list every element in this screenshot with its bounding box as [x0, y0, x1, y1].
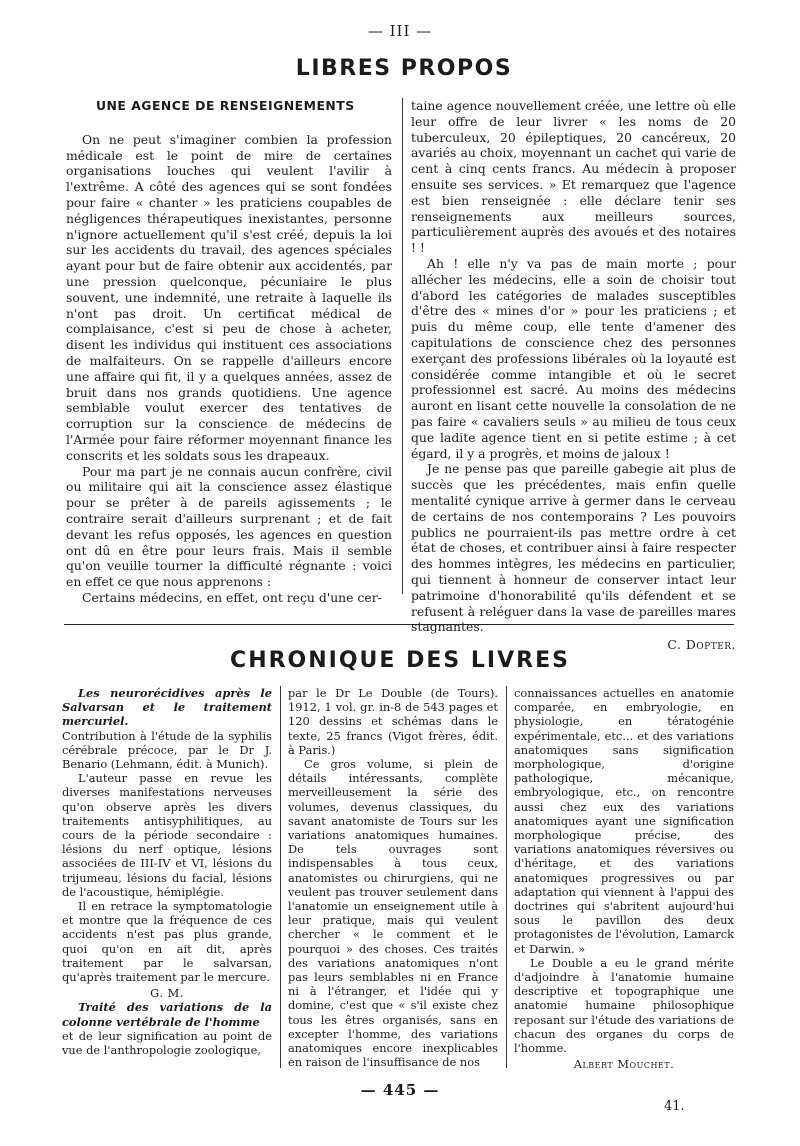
article-paragraph: On ne peut s'imaginer combien la profession médicale est le point de mire de certaines organisations louches qui veulent l'avilir à l'extrême. A côté des agences qui se sont fondées pour faire « chanter » les praticiens coupables de négligences thérapeutiques inexistantes, personne n'ignore actuellement qu'il s'est créé, depuis la loi sur les accidents du travail, des agences spéciales ayant pour but de faire obtenir aux accidentés, par une pression quelconque, pécuniaire le plus souvent, une indemnité, une retraite à laquelle ils n'ont pas droit. Un certificat médical de complaisance, c'est si peu de chose à acheter, disent les individus qui instituent ces associations de malfaiteurs. On se rappelle d'ailleurs encore une affaire qui fit, il y a quelques années, assez de bruit dans nos grands quotidiens. Une agence semblable voulut exercer des tentatives de corruption sur la conscience de médecins de l'Armée pour faire réformer moyennant finance les conscrits et les soldats sous les drapeaux. [66, 131, 392, 463]
article-paragraph: Ah ! elle n'y va pas de main morte ; pour allécher les médecins, elle a soin de choisir tout d'abord les catégories de malades susceptibles d'être des « mines d'or » pour les praticiens ; et puis du même coup, elle tente d'amener des capitulations de conscience chez des personnes exerçant des professions libérales où la loyauté est considérée comme intangible et où le secret professionnel est sacré. Au moins des médecins auront en lisant cette nouvelle la consolation de ne pas faire « cavaliers seuls » au milieu de tous ceux que ladite agence tient en si petite estime ; à cet égard, il y a progrès, et moins de jaloux ! [411, 255, 736, 461]
article-paragraph: Certains médecins, en effet, ont reçu d'une cer- [82, 589, 382, 605]
column-rule [506, 686, 507, 1068]
review-paragraph: Il en retrace la symptomatologie et montre que la fréquence de ces accidents n'est pas plus grande, quoi qu'on en ait dit, après traitement par le salvarsan, qu'après traitement par le mercure. [62, 899, 272, 985]
chronique-column-1 [62, 686, 272, 1057]
book-reference: par le Dr Le Double (de Tours). 1912, 1 vol. gr. in-8 de 543 pages et 120 dessins et schémas dans le texte, 25 francs (Vigot frères, édit. à Paris.) [288, 686, 498, 757]
article-paragraph: taine agence nouvellement créée, une lettre où elle leur offre de leur livrer « les noms de 20 tuberculeux, 20 épileptiques, 20 cancéreux, 20 avariés au choix, moyennant un cachet qui varie de cent à cinq cents francs. Au médecin à proposer ensuite ses services. » Et remarquez que l'agence est bien renseignée : elle déclare tenir ses renseignements aux meilleurs sources, particulièrement auprès des avoués et des notaires ! ! [411, 98, 736, 256]
book-title: Les neurorécidives après le Salvarsan et le traitement mercuriel. [62, 686, 272, 729]
chronique-column-3 [514, 686, 734, 1071]
libres-propos-column-right [411, 98, 736, 653]
book-reference: Contribution à l'étude de la syphilis cérébrale précoce, par le Dr J. Benario (Lehmann, édit. à Munich). [62, 728, 272, 772]
column-rule [402, 98, 403, 594]
reviewer-initials: G. M. [150, 986, 184, 1001]
page-mark: 41. [664, 1099, 685, 1114]
libres-propos-column-left [66, 98, 392, 606]
libres-propos-title: LIBRES PROPOS [295, 56, 513, 81]
article-paragraph: Je ne pense pas que pareille gabegie ait plus de succès que les précédentes, mais enfin quelle mentalité cynique arrive à germer dans le cerveau de certains de nos contemporains ? Les pouvoirs publics ne pourraient-ils pas mettre ordre à cet état de choses, et contribuer ainsi à faire respecter des hommes intègres, les médecins en particulier, qui tiennent à honneur de conserver intact leur patrimoine d'honorabilité qu'ils défendent et se refusent à reléguer dans la vase de pareilles mares stagnantes. [411, 461, 736, 635]
review-paragraph: Le Double a eu le grand mérite d'adjoindre à l'anatomie humaine descriptive et topographique une anatomie humaine philosophique reposant sur l'étude des variations de chacun des organes du corps de l'homme. [514, 955, 734, 1056]
bottom-folio: — 445 — [360, 1081, 440, 1099]
author-signature: Albert Mouchet. [573, 1057, 675, 1072]
book-reference: et de leur signification au point de vue de l'anthropologie zoologique, [62, 1028, 272, 1058]
review-paragraph: Ce gros volume, si plein de détails intéressants, complète merveilleusement la série des volumes, devenus classiques, du savant anatomiste de Tours sur les variations anatomiques humaines. De tels ouvrages sont indispensables à tous ceux, anatomistes ou chirurgiens, qui ne veulent pas trouver seulement dans l'anatomie un enseignement utile à leur pratique, mais qui veulent chercher « le comment et le pourquoi » des choses. Ces traités des variations anatomiques n'ont pas leurs semblables ni en France ni à l'étranger, et l'idée qui y domine, c'est que « s'il existe chez tous les êtres organisés, sans en excepter l'homme, des variations anatomiques encore inexplicables en raison de l'insuffisance de nos [288, 757, 498, 1070]
column-rule [280, 686, 281, 1068]
article-paragraph: Pour ma part je ne connais aucun confrère, civil ou militaire qui ait la conscience assez élastique pour se prêter à de pareils agissements ; le contraire serait d'ailleurs surprenant ; et de fait devant les refus opposés, les agences en question ont dû en être pour leurs frais. Mais il semble qu'on veuille tourner la difficulté régnante : voici en effet ce que nous apprenons : [66, 463, 392, 590]
review-paragraph: L'auteur passe en revue les diverses manifestations nerveuses qu'on observe après les divers traitements antisyphilitiques, au cours de la période secondaire : lésions du nerf optique, lésions associées de III-IV et VI, lésions du trijumeau, lésions du facial, lésions de l'acoustique, hémiplégie. [62, 771, 272, 899]
author-signature: C. Dopter. [667, 637, 736, 653]
book-title: Traité des variations de la colonne vertébrale de l'homme [62, 1000, 272, 1029]
section-subheading: UNE AGENCE DE RENSEIGNEMENTS [96, 98, 355, 113]
section-separator [64, 624, 734, 625]
review-paragraph: connaissances actuelles en anatomie comparée, en embryologie, en physiologie, en tératogénie expérimentale, etc... et des variations anatomiques sans signification morphologique, d'origine pathologique, mécanique, embryologique, etc., on rencontre aussi chez eux des variations anatomiques ayant une signification morphologique précise, des variations anatomiques réversives ou d'héritage, et des variations anatomiques progressives ou par adaptation qui viennent à l'appui des doctrines qui s'abritent aujourd'hui sous le pavillon des deux protagonistes de l'évolution, Lamarck et Darwin. » [514, 686, 734, 956]
chronique-title: CHRONIQUE DES LIVRES [230, 648, 570, 673]
chronique-column-2 [288, 686, 498, 1069]
top-folio: — III — [367, 22, 433, 40]
